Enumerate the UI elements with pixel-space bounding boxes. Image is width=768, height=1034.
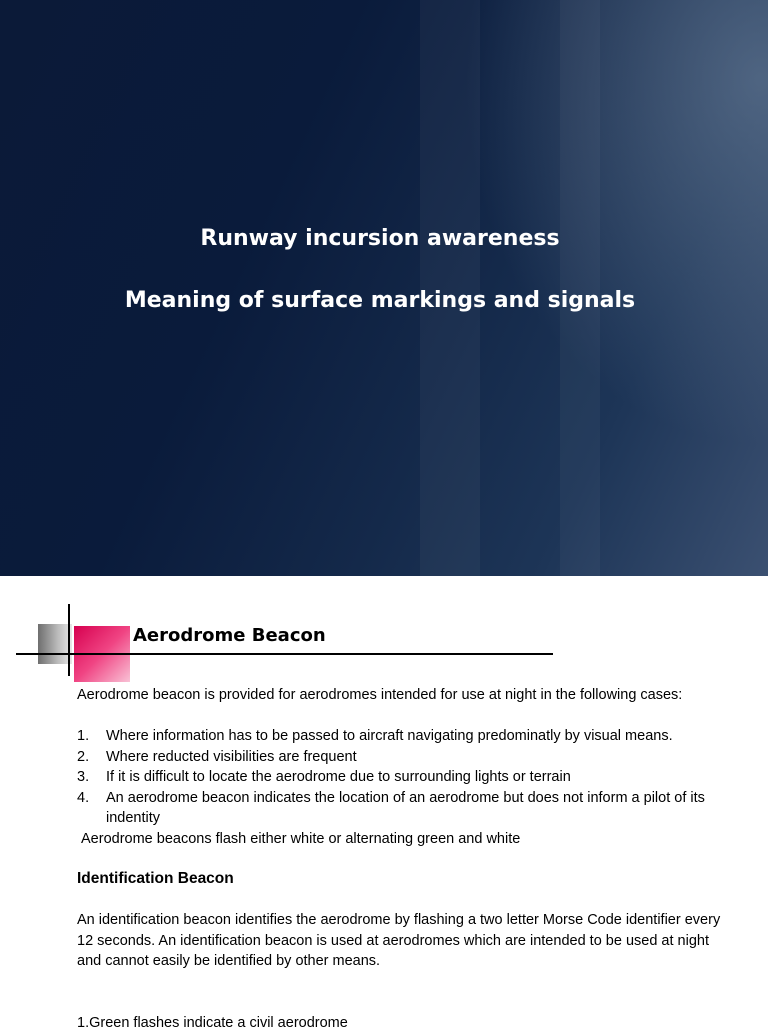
content-slide xyxy=(0,576,768,1031)
list-text: If it is difficult to locate the aerodrome due to surrounding lights or terrain xyxy=(106,769,571,785)
list-number: 2. xyxy=(77,748,90,765)
cases-list xyxy=(77,726,737,829)
list-item xyxy=(77,788,737,829)
heading-underline xyxy=(16,653,553,655)
list-text: Where information has to be passed to aircraft navigating predominatly by visual means. xyxy=(106,728,673,744)
list-item xyxy=(77,767,737,788)
list-item xyxy=(77,747,737,768)
intro-paragraph: Aerodrome beacon is provided for aerodromes intended for use at night in the following cases: xyxy=(77,687,683,703)
section-heading: Aerodrome Beacon xyxy=(133,625,326,646)
list-text: An aerodrome beacon indicates the location of an aerodrome but does not inform a pilot of its indentity xyxy=(106,789,705,826)
identification-paragraph: An identification beacon identifies the aerodrome by flashing a two letter Morse Code identifier every 12 seconds. An identification beacon is used at aerodromes which are intended to be used at night and cannot easily be identified by other means. xyxy=(77,912,721,969)
decorative-vertical-line xyxy=(68,604,70,676)
slide-title: Runway incursion awareness xyxy=(200,226,560,251)
list-text: Where reducted visibilities are frequent xyxy=(106,748,357,765)
list-number: 3. xyxy=(77,769,90,785)
list-number: 1. xyxy=(77,728,90,744)
subsection-heading: Identification Beacon xyxy=(77,870,234,887)
decorative-gray-square xyxy=(38,624,72,664)
list-item xyxy=(77,726,737,747)
list-number: 4. xyxy=(77,789,90,806)
green-flash-note: 1.Green flashes indicate a civil aerodrome xyxy=(77,1015,348,1031)
flash-note: Aerodrome beacons flash either white or alternating green and white xyxy=(81,831,521,847)
slide-subtitle: Meaning of surface markings and signals xyxy=(124,288,636,313)
